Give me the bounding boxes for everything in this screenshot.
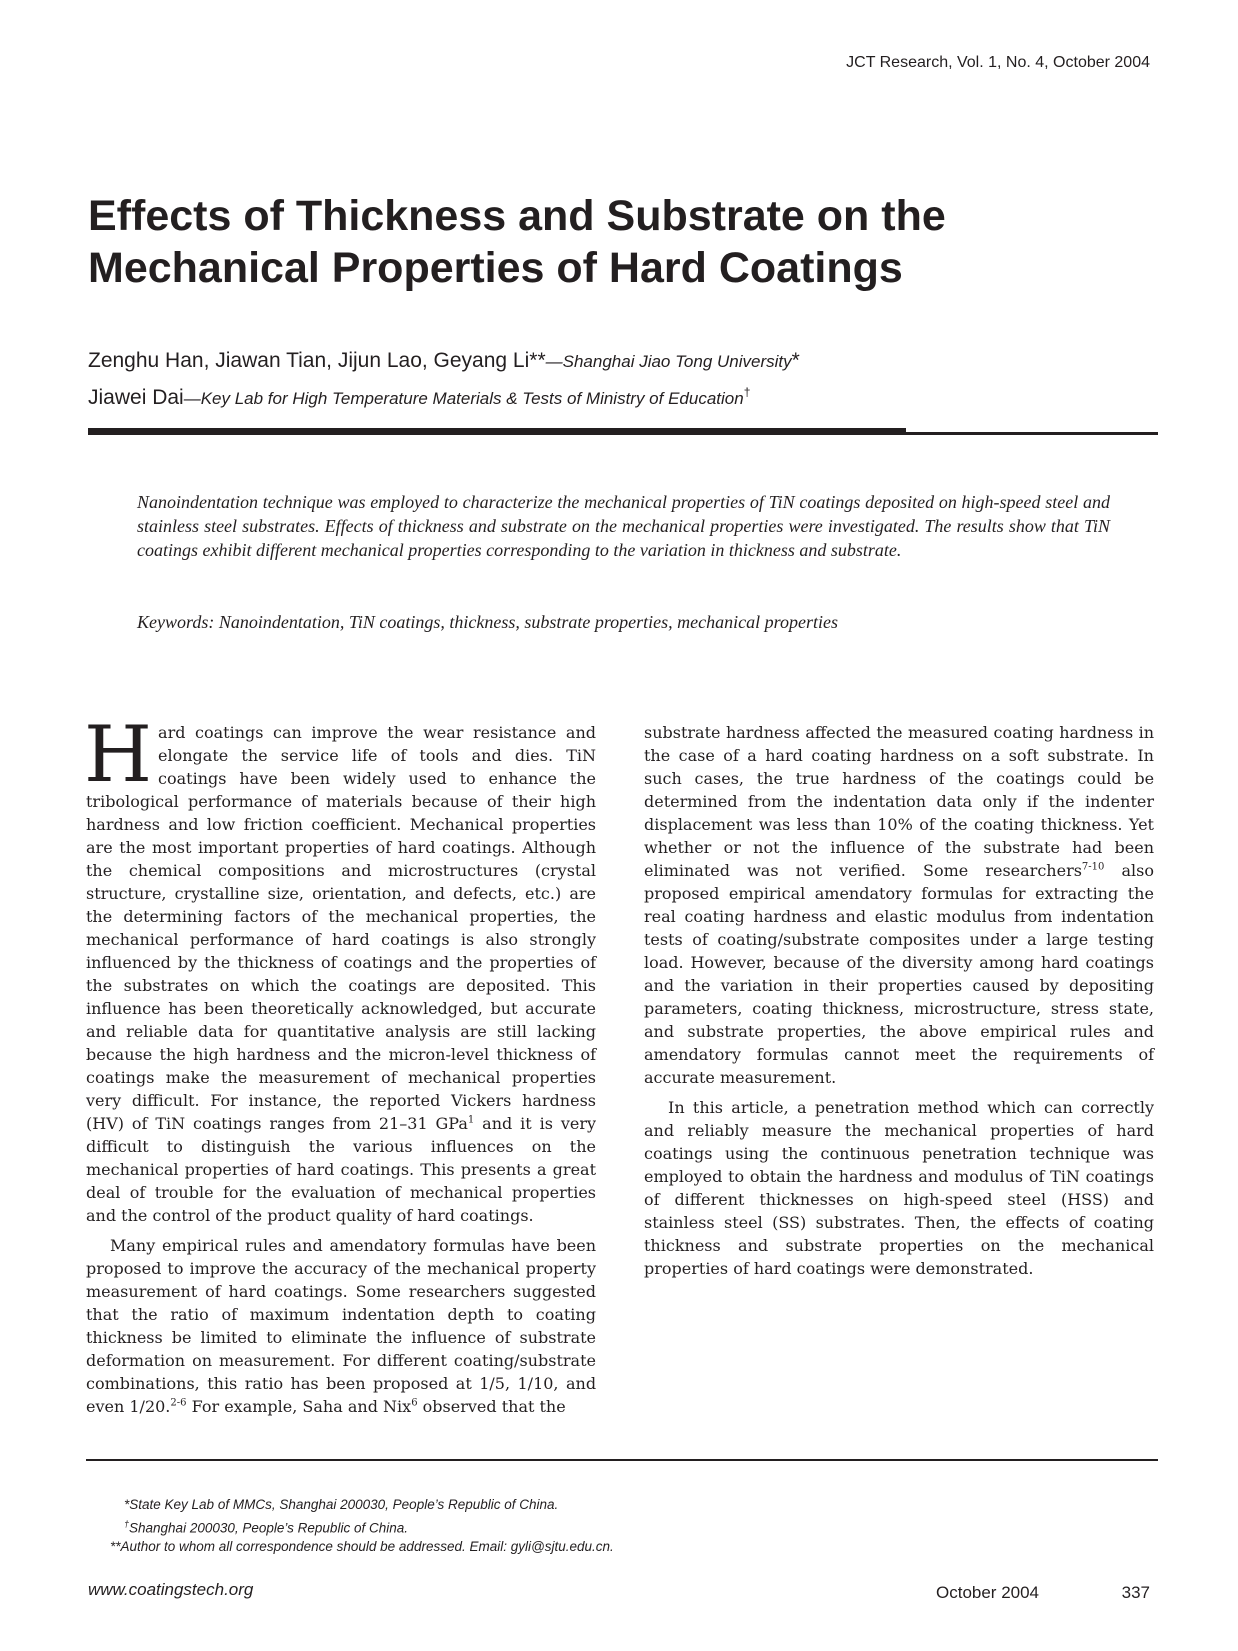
affiliation-1: —Shanghai Jiao Tong University (545, 352, 792, 371)
reference-mark: 1 (467, 1114, 475, 1126)
author-block (88, 345, 800, 414)
abstract: Nanoindentation technique was employed to characterize the mechanical properties of TiN coatings deposited on high-speed steel and stainless steel substrates. Effects of thickness and substrate on the mechanical properties were investigated. The results show that TiN coatings exhibit different mechanical properties corresponding to the variation in thickness and substrate. (137, 492, 1110, 560)
author-names-2: Jiawei Dai (88, 386, 184, 409)
footnote-2 (110, 1515, 614, 1538)
title-divider-thin (906, 432, 1158, 435)
reference-mark: 7-10 (1081, 861, 1105, 873)
body-column-left (84, 710, 597, 1425)
drop-cap: H (84, 710, 153, 800)
footnote-2-mark: † (124, 1518, 130, 1529)
paragraph-2-continued: substrate hardness affected the measured coating hardness in the case of a hard coating hardness on a soft substrate. In such cases, the true hardness of the coatings could be determined from the indentation data only if the indenter displacement was less than 10% of the coating thickness. Yet whether or not the influence of the substrate had been eliminated was not verified. Some researchers$^{7-10}$ also proposed empirical amendatory formulas for extracting the real coating hardness and elastic modulus from indentation tests of coating/substrate composites under a large testing load. However, because of the diversity among hard coatings and the variation in their properties caused by depositing parameters, coating thickness, microstructure, stress state, and substrate properties, the above empirical rules and amendatory formulas cannot meet the requirements of accurate measurement. (644, 723, 1155, 1087)
author-line-2 (88, 377, 800, 414)
paragraph-3: In this article, a penetration method which can correctly and reliably measure the mechanical properties of hard coatings using the continuous penetration technique was employed to obtain the hardness and modulus of TiN coatings of different thicknesses on high-speed steel (HSS) and stainless steel (SS) substrates. Then, the effects of coating thickness and substrate properties on the mechanical properties of hard coatings were demonstrated. (644, 1098, 1154, 1278)
title-line-1: Effects of Thickness and Substrate on the (88, 192, 946, 240)
footnote-2-text: Shanghai 200030, People’s Republic of China. (129, 1520, 408, 1535)
article-title (88, 190, 1138, 294)
paragraph-1-text-b: and it is very difficult to distinguish the various influences on the mechanical properties of hard coatings. This presents a great deal of trouble for the evaluation of mechanical properties and the control of the product quality of hard coatings. (86, 1114, 597, 1225)
reference-mark: 6 (411, 1397, 418, 1409)
running-head: JCT Research, Vol. 1, No. 4, October 2004 (846, 54, 1150, 71)
paragraph-1 (84, 710, 597, 1227)
footnote-divider (86, 1459, 1158, 1461)
affiliation-mark-2: † (743, 385, 751, 399)
author-names-1: Zenghu Han, Jiawan Tian, Jijun Lao, Geyang Li** (88, 349, 546, 372)
keywords: Keywords: Nanoindentation, TiN coatings, thickness, substrate properties, mechanical properties (137, 612, 838, 632)
paragraph-2: Many empirical rules and amendatory formulas have been proposed to improve the accuracy of the mechanical property measurement of hard coatings. Some researchers suggested that the ratio of maximum indentation depth to coating thickness be limited to eliminate the influence of substrate deformation on measurement. For different coating/substrate combinations, this ratio has been proposed at 1/5, 1/10, and even 1/20.$^{2-6}$ For example, Saha and Nix$^6$ observed that the (86, 1236, 597, 1416)
footnote-3: **Author to whom all correspondence should be addressed. Email: gyli@sjtu.edu.cn. (110, 1538, 614, 1554)
paragraph-1-text-a: ard coatings can improve the wear resistance and elongate the service life of tools and dies. TiN coatings have been widely used to enhance the tribological performance of materials because of their high hardness and low friction coefficient. Mechanical properties are the most important properties of hard coatings. Although the chemical compositions and microstructures (crystal structure, crystalline size, orientation, and defects, etc.) are the determining factors of the mechanical properties, the mechanical performance of hard coatings is also strongly influenced by the thickness of coatings and the properties of the substrates on which the coatings are deposited. This influence has been theoretically acknowledged, but accurate and reliable data for quantitative analysis are still lacking because the high hardness and the micron-level thickness of coatings make the measurement of mechanical properties very difficult. For instance, the reported Vickers hardness (HV) of TiN coatings ranges from 21–31 GPa (86, 723, 596, 1133)
page-number: 337 (1121, 1583, 1150, 1602)
reference-mark: 2-6 (170, 1397, 187, 1409)
affiliation-2: —Key Lab for High Temperature Materials & Tests of Ministry of Education (183, 389, 744, 408)
affiliation-mark-1: * (791, 349, 800, 372)
footnotes (110, 1496, 614, 1556)
body-column-right (644, 721, 1154, 1287)
footnote-1: *State Key Lab of MMCs, Shanghai 200030, People’s Republic of China. (124, 1497, 559, 1512)
footer-date: October 2004 (936, 1583, 1040, 1602)
title-divider-thick (88, 428, 906, 435)
title-line-2: Mechanical Properties of Hard Coatings (88, 244, 903, 292)
footer-url-link[interactable]: www.coatingstech.org (88, 1580, 254, 1599)
author-line-1 (88, 345, 800, 377)
